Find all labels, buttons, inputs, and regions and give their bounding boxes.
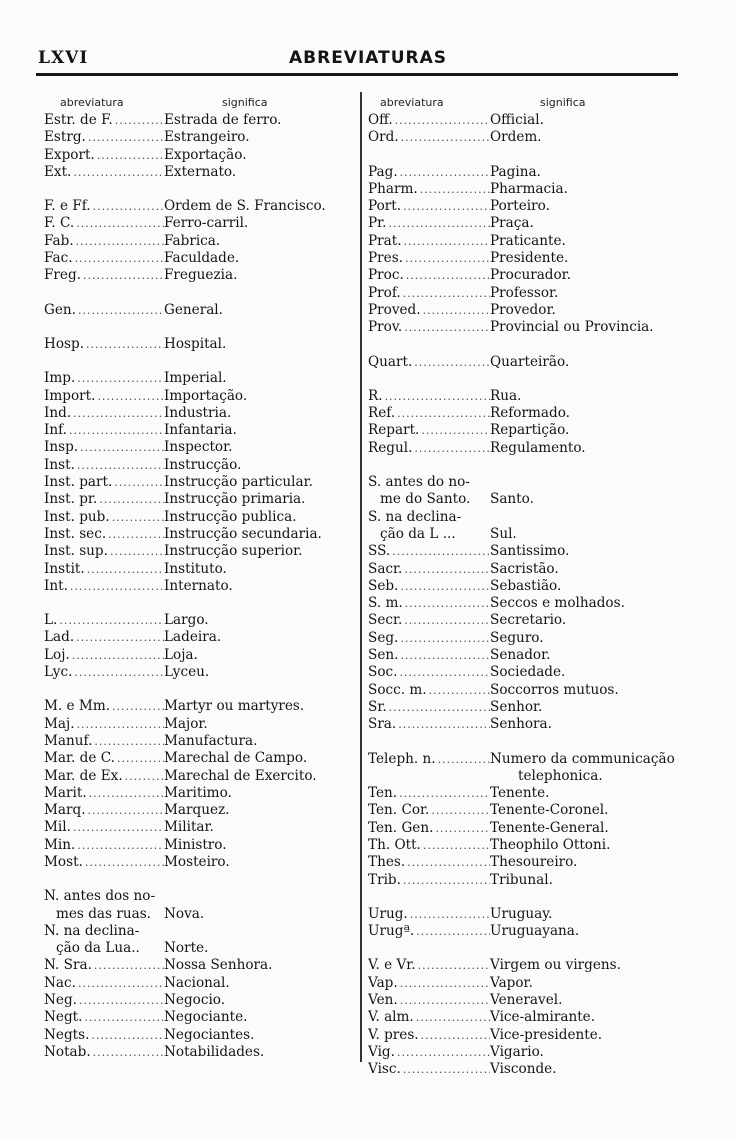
list-item: Import. ..... Importação. xyxy=(44,388,356,405)
list-item: Manuf. ..... Manufactura. xyxy=(44,733,356,750)
list-item: Pr. ..... Praça. xyxy=(368,215,698,232)
list-item: Export. ..... Exportação. xyxy=(44,147,356,164)
list-item: Seb. ..... Sebastião. xyxy=(368,578,698,595)
list-item: Inst. sec. ..... Instrucção secundaria. xyxy=(44,526,356,543)
list-item: Pharm. ..... Pharmacia. xyxy=(368,181,698,198)
list-item: Regul. ..... Regulamento. xyxy=(368,440,698,457)
list-item: Seg. ..... Seguro. xyxy=(368,630,698,647)
list-item: Ten. ..... Tenente. xyxy=(368,785,698,802)
list-item: Min. ..... Ministro. xyxy=(44,837,356,854)
list-item: Mar. de Ex. ..... Marechal de Exercito. xyxy=(44,768,356,785)
right-column-head-meaning: significa xyxy=(540,96,586,109)
list-item: Loj. ..... Loja. xyxy=(44,647,356,664)
list-item: Pres. ..... Presidente. xyxy=(368,250,698,267)
list-item: Soc. ..... Sociedade. xyxy=(368,664,698,681)
list-item: Most. ..... Mosteiro. xyxy=(44,854,356,871)
list-item: Marit. ..... Maritimo. xyxy=(44,785,356,802)
list-item: Ven. ..... Veneravel. xyxy=(368,992,698,1009)
list-item: Lyc. ..... Lyceu. xyxy=(44,664,356,681)
list-item: Teleph. n. ..... Numero da communicação telephonica. xyxy=(368,751,698,786)
list-item: V. pres. ..... Vice-presidente. xyxy=(368,1027,698,1044)
list-item: Marq. ..... Marquez. xyxy=(44,802,356,819)
header-rule xyxy=(36,73,678,76)
list-item: Inst. part. ..... Instrucção particular. xyxy=(44,474,356,491)
list-item: SS. ..... Santissimo. xyxy=(368,543,698,560)
list-item: N. na declina- ção da Lua.. Norte. xyxy=(44,922,209,957)
list-item: F. C. ..... Ferro-carril. xyxy=(44,215,356,232)
list-item: Thes. ..... Thesoureiro. xyxy=(368,854,698,871)
list-item: Vig. ..... Vigario. xyxy=(368,1044,698,1061)
list-item: Visc. ..... Visconde. xyxy=(368,1061,698,1078)
list-item: R. ..... Rua. xyxy=(368,388,698,405)
left-column-head-meaning: significa xyxy=(222,96,268,109)
list-item: Inst. pr. ..... Instrucção primaria. xyxy=(44,491,356,508)
list-item: V. e Vr. ..... Virgem ou virgens. xyxy=(368,957,698,974)
list-item: S. na declina- ção da L ... Sul. xyxy=(368,508,517,542)
list-item: Hosp. ..... Hospital. xyxy=(44,336,356,353)
list-item: L. ..... Largo. xyxy=(44,612,356,629)
list-item: Ext. ..... Externato. xyxy=(44,164,356,181)
list-item: Inst. sup. ..... Instrucção superior. xyxy=(44,543,356,560)
list-item: Proved. ..... Provedor. xyxy=(368,302,698,319)
list-item: Off. ..... Official. xyxy=(368,112,698,129)
list-item: Notab. ..... Notabilidades. xyxy=(44,1044,356,1061)
list-item: Insp. ..... Inspector. xyxy=(44,439,356,456)
list-item: Proc. ..... Procurador. xyxy=(368,267,698,284)
list-item: Inst. ..... Instrucção. xyxy=(44,457,356,474)
list-item: Urug. ..... Uruguay. xyxy=(368,906,698,923)
list-item: S. m. ..... Seccos e molhados. xyxy=(368,595,698,612)
list-item: Repart. ..... Repartição. xyxy=(368,422,698,439)
list-item: Vap. ..... Vapor. xyxy=(368,975,698,992)
list-item: Prov. ..... Provincial ou Provincia. xyxy=(368,319,698,336)
list-item: Trib. ..... Tribunal. xyxy=(368,872,698,889)
list-item: Nac. ..... Nacional. xyxy=(44,975,356,992)
left-column xyxy=(44,112,356,1061)
right-column xyxy=(368,112,698,1079)
list-item: Pag. ..... Pagina. xyxy=(368,164,698,181)
list-item: Sen. ..... Senador. xyxy=(368,647,698,664)
list-item: Negts. ..... Negociantes. xyxy=(44,1027,356,1044)
list-item: Inf. ..... Infantaria. xyxy=(44,422,356,439)
list-item: Negt. ..... Negociante. xyxy=(44,1009,356,1026)
list-item: Ref. ..... Reformado. xyxy=(368,405,698,422)
list-item: Estrg. ..... Estrangeiro. xyxy=(44,129,356,146)
left-column-head-abbr: abreviatura xyxy=(60,96,124,109)
list-item: Ord. ..... Ordem. xyxy=(368,129,698,146)
list-item: Lad. ..... Ladeira. xyxy=(44,629,356,646)
list-item: Port. ..... Porteiro. xyxy=(368,198,698,215)
list-item: Maj. ..... Major. xyxy=(44,716,356,733)
list-item: Int. ..... Internato. xyxy=(44,578,356,595)
list-item: Estr. de F. ..... Estrada de ferro. xyxy=(44,112,356,129)
list-item: Prat. ..... Praticante. xyxy=(368,233,698,250)
list-item: Mil. ..... Militar. xyxy=(44,819,356,836)
right-column-head-abbr: abreviatura xyxy=(380,96,444,109)
list-item: Secr. ..... Secretario. xyxy=(368,612,698,629)
list-item: N. Sra. ..... Nossa Senhora. xyxy=(44,957,356,974)
column-divider xyxy=(360,92,362,1062)
list-item: Sr. ..... Senhor. xyxy=(368,699,698,716)
list-item: Th. Ott. ..... Theophilo Ottoni. xyxy=(368,837,698,854)
list-item: Ten. Cor. ..... Tenente-Coronel. xyxy=(368,802,698,819)
list-item: M. e Mm. ..... Martyr ou martyres. xyxy=(44,698,356,715)
list-item: Instit. ..... Instituto. xyxy=(44,561,356,578)
list-item: V. alm. ..... Vice-almirante. xyxy=(368,1009,698,1026)
list-item: Inst. pub. ..... Instrucção publica. xyxy=(44,509,356,526)
list-item: Ind. ..... Industria. xyxy=(44,405,356,422)
list-item: Quart. ..... Quarteirão. xyxy=(368,354,698,371)
page-number: LXVI xyxy=(38,48,89,68)
list-item: F. e Ff. ..... Ordem de S. Francisco. xyxy=(44,198,356,215)
list-item: Prof. ..... Professor. xyxy=(368,285,698,302)
list-item: Fab. ..... Fabrica. xyxy=(44,233,356,250)
list-item: Socc. m. ..... Soccorros mutuos. xyxy=(368,682,698,699)
list-item: Freg. ..... Freguezia. xyxy=(44,267,356,284)
list-item: Mar. de C. ..... Marechal de Campo. xyxy=(44,750,356,767)
page-title: ABREVIATURAS xyxy=(288,48,448,68)
list-item: S. antes do no- me do Santo. Santo. xyxy=(368,474,534,508)
list-item: Ten. Gen. ..... Tenente-General. xyxy=(368,820,698,837)
list-item: Sacr. ..... Sacristão. xyxy=(368,561,698,578)
list-item: Gen. ..... General. xyxy=(44,302,356,319)
list-item: Urugª. ..... Uruguayana. xyxy=(368,923,698,940)
list-item: N. antes dos no- mes das ruas. Nova. xyxy=(44,888,205,922)
list-item: Imp. ..... Imperial. xyxy=(44,370,356,387)
list-item: Sra. ..... Senhora. xyxy=(368,716,698,733)
list-item: Fac. ..... Faculdade. xyxy=(44,250,356,267)
list-item: Neg. ..... Negocio. xyxy=(44,992,356,1009)
